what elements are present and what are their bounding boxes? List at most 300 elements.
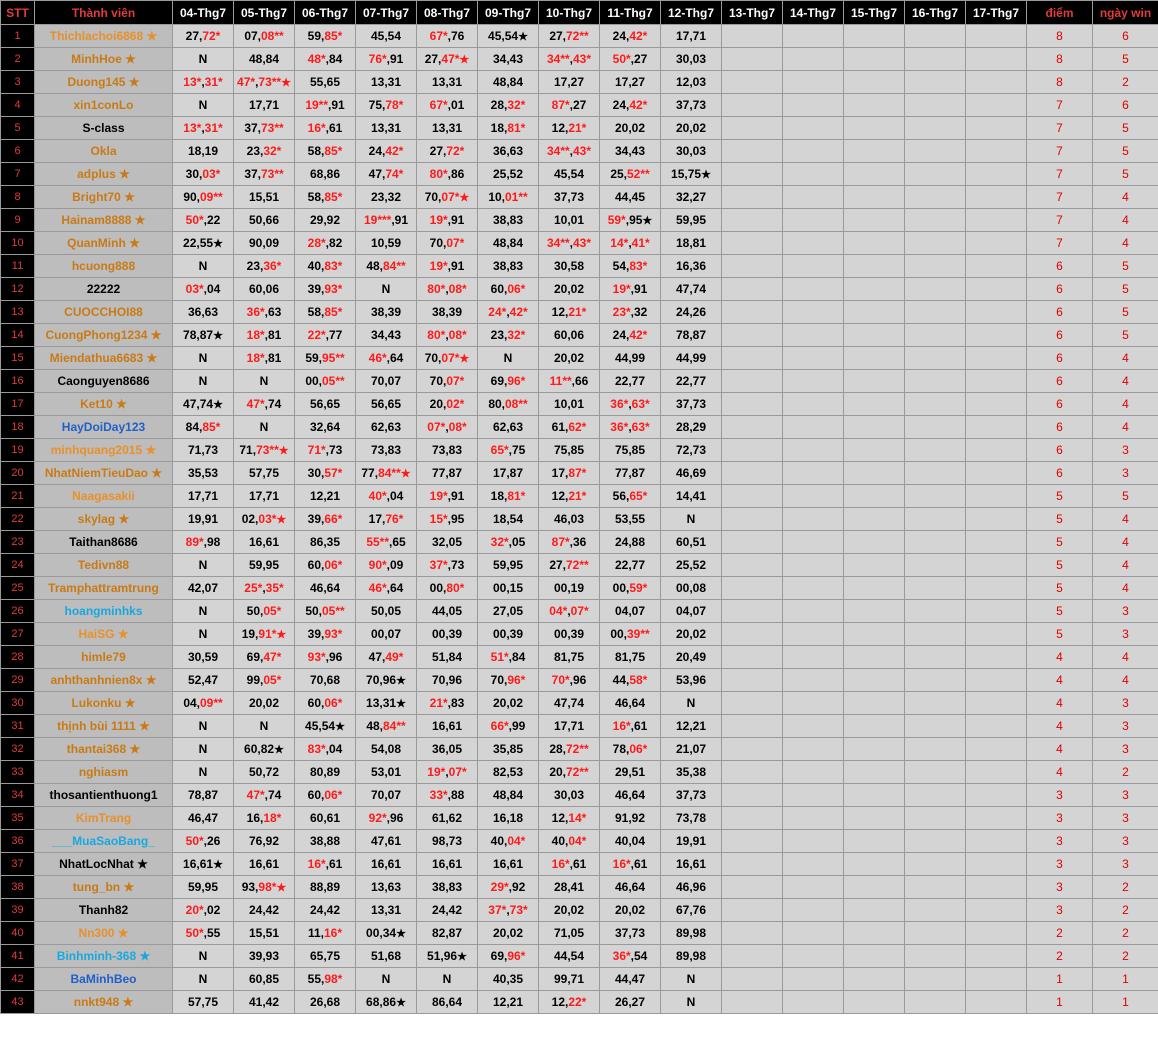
points-cell: 6: [1027, 439, 1093, 462]
wins-cell: 5: [1093, 324, 1158, 347]
score-cell: [905, 922, 966, 945]
score-cell: 70,68: [295, 669, 356, 692]
points-cell: 4: [1027, 761, 1093, 784]
score-cell: 67,76: [661, 899, 722, 922]
score-cell: 61,62*: [539, 416, 600, 439]
score-cell: 32,27: [661, 186, 722, 209]
score-cell: 30,03*: [173, 163, 234, 186]
score-cell: [722, 186, 783, 209]
points-cell: 7: [1027, 140, 1093, 163]
score-cell: 37,73: [600, 922, 661, 945]
rank-cell: 19: [1, 439, 35, 462]
wins-cell: 3: [1093, 853, 1158, 876]
score-cell: 16*,61: [295, 117, 356, 140]
rank-cell: 24: [1, 554, 35, 577]
score-cell: N: [173, 255, 234, 278]
score-cell: [783, 922, 844, 945]
member-name-cell: [35, 140, 173, 163]
member-name: Miendathua6683: [49, 351, 144, 365]
score-cell: 16*,61: [600, 715, 661, 738]
star-icon: ★: [136, 949, 151, 963]
score-cell: 21,07: [661, 738, 722, 761]
rank-cell: 26: [1, 600, 35, 623]
star-icon: ★: [400, 468, 411, 480]
score-cell: 38,83: [478, 209, 539, 232]
member-name-cell: [35, 991, 173, 1014]
score-cell: [722, 94, 783, 117]
score-cell: 19***,91: [356, 209, 417, 232]
rank-cell: 27: [1, 623, 35, 646]
score-cell: [722, 784, 783, 807]
score-cell: 17,71: [234, 485, 295, 508]
score-cell: 46,96: [661, 876, 722, 899]
score-cell: 34,43: [600, 140, 661, 163]
score-cell: 12,03: [661, 71, 722, 94]
score-cell: [783, 370, 844, 393]
score-cell: [844, 761, 905, 784]
score-cell: N: [234, 416, 295, 439]
score-cell: 73,83: [417, 439, 478, 462]
score-cell: N: [173, 48, 234, 71]
score-cell: [966, 531, 1027, 554]
rank-cell: 1: [1, 25, 35, 48]
score-cell: 12,21: [295, 485, 356, 508]
score-cell: 16,61: [234, 853, 295, 876]
score-cell: 24,42*: [356, 140, 417, 163]
score-cell: N: [173, 94, 234, 117]
rank-cell: 8: [1, 186, 35, 209]
wins-cell: 4: [1093, 554, 1158, 577]
score-cell: 38,83: [417, 876, 478, 899]
score-cell: 16,18*: [234, 807, 295, 830]
score-cell: 20,02: [234, 692, 295, 715]
member-name: NhatNiemTieuDao: [44, 466, 149, 480]
score-cell: [844, 807, 905, 830]
wins-cell: 4: [1093, 646, 1158, 669]
score-cell: [966, 577, 1027, 600]
score-cell: [844, 439, 905, 462]
wins-cell: 2: [1093, 761, 1158, 784]
score-cell: 20,02: [661, 117, 722, 140]
rank-cell: 40: [1, 922, 35, 945]
rank-cell: 28: [1, 646, 35, 669]
score-cell: 59,95: [234, 554, 295, 577]
score-cell: [966, 301, 1027, 324]
score-cell: [844, 163, 905, 186]
member-name-cell: [35, 324, 173, 347]
score-cell: 44,54: [539, 945, 600, 968]
rank-cell: 30: [1, 692, 35, 715]
score-cell: [844, 853, 905, 876]
member-name: 22222: [86, 282, 121, 296]
score-cell: [722, 232, 783, 255]
score-cell: N: [234, 715, 295, 738]
score-cell: [722, 623, 783, 646]
score-cell: 39,93*: [295, 623, 356, 646]
rank-cell: 6: [1, 140, 35, 163]
score-cell: [905, 462, 966, 485]
score-cell: 70,96: [417, 669, 478, 692]
score-cell: 62,63: [356, 416, 417, 439]
score-cell: 73,78: [661, 807, 722, 830]
score-cell: [966, 117, 1027, 140]
header-day: 05-Thg7: [234, 1, 295, 25]
score-cell: [844, 278, 905, 301]
score-cell: [966, 25, 1027, 48]
score-cell: 12,22*: [539, 991, 600, 1014]
score-cell: [783, 48, 844, 71]
wins-cell: 4: [1093, 347, 1158, 370]
star-icon: ★: [121, 52, 136, 66]
score-cell: 69,96*: [478, 945, 539, 968]
score-cell: 17,71: [539, 715, 600, 738]
star-icon: ★: [148, 466, 163, 480]
table-row: [1, 899, 1158, 922]
wins-cell: 2: [1093, 71, 1158, 94]
header-wins: ngày win: [1093, 1, 1158, 25]
score-cell: [783, 968, 844, 991]
score-cell: [966, 163, 1027, 186]
score-cell: 29*,92: [478, 876, 539, 899]
score-cell: 93*,96: [295, 646, 356, 669]
points-cell: 5: [1027, 600, 1093, 623]
table-row: [1, 117, 1158, 140]
score-cell: [966, 186, 1027, 209]
member-name-cell: [35, 301, 173, 324]
member-name: Hainam8888: [61, 213, 132, 227]
score-cell: 17,87*: [539, 462, 600, 485]
score-cell: 23,32*: [478, 324, 539, 347]
score-cell: 00,39: [478, 623, 539, 646]
table-row: [1, 646, 1158, 669]
score-cell: N: [173, 623, 234, 646]
score-cell: [966, 853, 1027, 876]
score-cell: [844, 600, 905, 623]
star-icon: ★: [459, 353, 470, 365]
points-cell: 6: [1027, 370, 1093, 393]
table-row: [1, 577, 1158, 600]
score-cell: 50*,27: [600, 48, 661, 71]
score-cell: [783, 71, 844, 94]
wins-cell: 3: [1093, 784, 1158, 807]
score-cell: [905, 646, 966, 669]
member-name-cell: [35, 623, 173, 646]
score-cell: 55**,65: [356, 531, 417, 554]
score-cell: 30,03: [661, 48, 722, 71]
score-cell: 23*,32: [600, 301, 661, 324]
score-cell: 15,75★: [661, 163, 722, 186]
star-icon: ★: [276, 514, 287, 526]
wins-cell: 4: [1093, 669, 1158, 692]
score-cell: 38,83: [478, 255, 539, 278]
score-cell: 47,61: [356, 830, 417, 853]
rank-cell: 17: [1, 393, 35, 416]
score-cell: 77,84**★: [356, 462, 417, 485]
score-cell: 38,88: [295, 830, 356, 853]
score-cell: [844, 876, 905, 899]
score-cell: 19,91: [173, 508, 234, 531]
wins-cell: 4: [1093, 393, 1158, 416]
wins-cell: 3: [1093, 692, 1158, 715]
points-cell: 5: [1027, 623, 1093, 646]
score-cell: [783, 347, 844, 370]
score-cell: [844, 186, 905, 209]
member-name-cell: [35, 393, 173, 416]
score-cell: [722, 807, 783, 830]
score-cell: [783, 163, 844, 186]
score-cell: 18,19: [173, 140, 234, 163]
score-cell: 44,47: [600, 968, 661, 991]
score-cell: 58,85*: [295, 140, 356, 163]
score-cell: 47,74*: [356, 163, 417, 186]
member-name: thosantienthuong1: [49, 788, 158, 802]
score-cell: N: [478, 347, 539, 370]
star-icon: ★: [143, 29, 158, 43]
score-cell: 18*,81: [234, 347, 295, 370]
score-cell: 30,03: [661, 140, 722, 163]
header-day: 12-Thg7: [661, 1, 722, 25]
score-cell: 82,53: [478, 761, 539, 784]
score-cell: [722, 485, 783, 508]
score-cell: 00,15: [478, 577, 539, 600]
header-day: 16-Thg7: [905, 1, 966, 25]
member-name-cell: [35, 48, 173, 71]
score-cell: 59,95: [661, 209, 722, 232]
score-cell: 48,84: [478, 784, 539, 807]
wins-cell: 2: [1093, 922, 1158, 945]
score-cell: 20,02: [600, 117, 661, 140]
points-cell: 6: [1027, 416, 1093, 439]
score-cell: 46,64: [600, 692, 661, 715]
score-cell: 00,19: [539, 577, 600, 600]
score-cell: 54,83*: [600, 255, 661, 278]
rank-cell: 42: [1, 968, 35, 991]
score-cell: [905, 347, 966, 370]
score-cell: 20*,02: [173, 899, 234, 922]
member-name-cell: [35, 462, 173, 485]
score-cell: [844, 117, 905, 140]
score-cell: 23,32*: [234, 140, 295, 163]
score-cell: 25,52: [661, 554, 722, 577]
score-cell: 24,42*: [600, 25, 661, 48]
score-cell: 27,47*★: [417, 48, 478, 71]
score-cell: N: [173, 738, 234, 761]
score-cell: 60,06*: [478, 278, 539, 301]
header-day: 06-Thg7: [295, 1, 356, 25]
score-cell: [783, 209, 844, 232]
score-cell: 57,75: [173, 991, 234, 1014]
member-name: Naagasakii: [72, 489, 135, 503]
score-cell: [905, 163, 966, 186]
wins-cell: 4: [1093, 531, 1158, 554]
wins-cell: 6: [1093, 94, 1158, 117]
score-cell: 58,85*: [295, 301, 356, 324]
score-cell: 03*,04: [173, 278, 234, 301]
member-name: QuanMinh: [67, 236, 126, 250]
score-cell: 40,04: [600, 830, 661, 853]
header-day: 11-Thg7: [600, 1, 661, 25]
score-cell: 17,87: [478, 462, 539, 485]
star-icon: ★: [125, 75, 140, 89]
score-cell: 60,82★: [234, 738, 295, 761]
score-cell: 36,05: [417, 738, 478, 761]
table-row: [1, 140, 1158, 163]
score-cell: 45,54★: [295, 715, 356, 738]
score-cell: [722, 968, 783, 991]
score-cell: 24*,42*: [478, 301, 539, 324]
score-cell: 80,08**: [478, 393, 539, 416]
score-cell: 29,51: [600, 761, 661, 784]
score-cell: [722, 209, 783, 232]
table-row: [1, 876, 1158, 899]
score-cell: [783, 830, 844, 853]
score-cell: [722, 163, 783, 186]
score-cell: 17,71: [661, 25, 722, 48]
score-cell: 32,64: [295, 416, 356, 439]
points-cell: 6: [1027, 393, 1093, 416]
header-day: 09-Thg7: [478, 1, 539, 25]
points-cell: 5: [1027, 577, 1093, 600]
score-cell: [905, 715, 966, 738]
wins-cell: 5: [1093, 117, 1158, 140]
score-cell: 70,07: [356, 784, 417, 807]
table-row: [1, 715, 1158, 738]
score-cell: [905, 370, 966, 393]
points-cell: 7: [1027, 232, 1093, 255]
score-cell: [783, 784, 844, 807]
score-cell: 71,73: [173, 439, 234, 462]
rank-cell: 15: [1, 347, 35, 370]
score-cell: [783, 945, 844, 968]
score-cell: 40,83*: [295, 255, 356, 278]
score-cell: 71,73**★: [234, 439, 295, 462]
points-cell: 3: [1027, 784, 1093, 807]
score-cell: [844, 209, 905, 232]
score-cell: 48*,84: [295, 48, 356, 71]
score-cell: N: [173, 347, 234, 370]
header-day: 07-Thg7: [356, 1, 417, 25]
score-cell: 68,86★: [356, 991, 417, 1014]
score-cell: 48,84: [478, 232, 539, 255]
score-cell: 36,63: [173, 301, 234, 324]
points-cell: 6: [1027, 324, 1093, 347]
score-cell: 53,01: [356, 761, 417, 784]
score-cell: 60,06*: [295, 692, 356, 715]
score-cell: [783, 140, 844, 163]
score-cell: 20,02: [478, 692, 539, 715]
points-cell: 6: [1027, 301, 1093, 324]
score-cell: 60,06*: [295, 784, 356, 807]
score-cell: [844, 301, 905, 324]
member-name-cell: [35, 117, 173, 140]
score-cell: 13,31★: [356, 692, 417, 715]
wins-cell: 4: [1093, 186, 1158, 209]
rank-cell: 12: [1, 278, 35, 301]
score-cell: [722, 370, 783, 393]
score-cell: [844, 255, 905, 278]
star-icon: ★: [126, 742, 141, 756]
score-cell: 81,75: [600, 646, 661, 669]
member-name-cell: [35, 508, 173, 531]
score-cell: [966, 278, 1027, 301]
member-name: thantai368: [66, 742, 127, 756]
member-name-cell: [35, 347, 173, 370]
score-cell: [844, 669, 905, 692]
score-cell: 87*,27: [539, 94, 600, 117]
score-cell: 37*,73: [417, 554, 478, 577]
score-cell: 60,61: [295, 807, 356, 830]
score-cell: [844, 991, 905, 1014]
score-cell: [722, 324, 783, 347]
points-cell: 4: [1027, 738, 1093, 761]
score-cell: N: [173, 945, 234, 968]
points-cell: 4: [1027, 669, 1093, 692]
score-cell: 00,80*: [417, 577, 478, 600]
score-cell: 44,99: [600, 347, 661, 370]
member-name-cell: [35, 71, 173, 94]
score-cell: 47*,73**★: [234, 71, 295, 94]
score-cell: 00,07: [356, 623, 417, 646]
score-cell: [966, 232, 1027, 255]
score-cell: [966, 94, 1027, 117]
points-cell: 6: [1027, 278, 1093, 301]
score-cell: [783, 991, 844, 1014]
score-cell: [966, 623, 1027, 646]
score-cell: [905, 669, 966, 692]
member-name-cell: [35, 830, 173, 853]
score-cell: 12,21*: [539, 117, 600, 140]
header-points: điểm: [1027, 1, 1093, 25]
score-cell: [966, 48, 1027, 71]
score-cell: 66*,99: [478, 715, 539, 738]
wins-cell: 1: [1093, 968, 1158, 991]
wins-cell: 3: [1093, 462, 1158, 485]
score-cell: [966, 922, 1027, 945]
score-cell: 19**,91: [295, 94, 356, 117]
score-cell: [905, 71, 966, 94]
table-row: [1, 784, 1158, 807]
score-cell: 53,55: [600, 508, 661, 531]
score-cell: 47,74: [661, 278, 722, 301]
score-cell: 27,72**: [539, 25, 600, 48]
score-cell: 44,45: [600, 186, 661, 209]
score-cell: 27,72*: [173, 25, 234, 48]
wins-cell: 5: [1093, 163, 1158, 186]
score-cell: 80*,86: [417, 163, 478, 186]
score-cell: 12,14*: [539, 807, 600, 830]
score-cell: [844, 393, 905, 416]
table-row: [1, 71, 1158, 94]
score-cell: [722, 508, 783, 531]
points-cell: 5: [1027, 554, 1093, 577]
member-name: Binhminh-368: [56, 949, 137, 963]
member-name-cell: [35, 255, 173, 278]
score-cell: [905, 94, 966, 117]
score-cell: 16*,61: [295, 853, 356, 876]
score-cell: 89*,98: [173, 531, 234, 554]
score-cell: 58,85*: [295, 186, 356, 209]
member-name: Lukonku: [71, 696, 122, 710]
score-cell: [783, 416, 844, 439]
score-cell: [966, 416, 1027, 439]
score-cell: 30,57*: [295, 462, 356, 485]
score-cell: [905, 991, 966, 1014]
score-cell: [783, 232, 844, 255]
score-cell: [905, 301, 966, 324]
member-name-cell: [35, 186, 173, 209]
star-icon: ★: [112, 397, 127, 411]
member-name-cell: [35, 945, 173, 968]
